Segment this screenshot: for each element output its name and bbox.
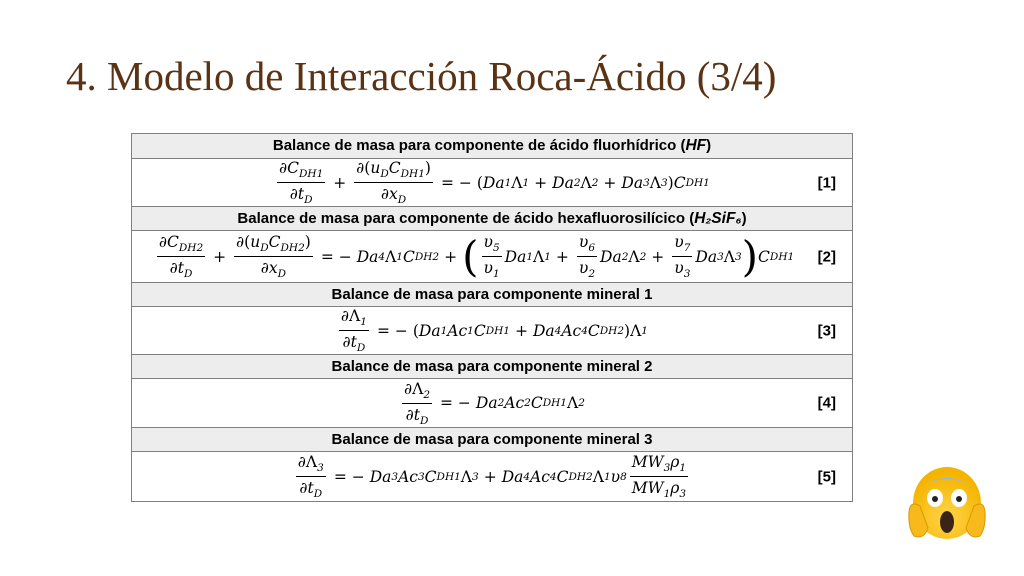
equation-row-5	[132, 452, 853, 502]
section-header-math: H₂SiF₆	[694, 209, 742, 227]
equation-number: [4]	[817, 394, 836, 412]
section-header-end: )	[706, 137, 712, 154]
section-header-text: Balance de masa para componente mineral 3	[331, 431, 653, 449]
equation-number: [3]	[817, 322, 836, 340]
equation-number: [5]	[817, 468, 836, 486]
equation-1: $\frac{\partial C_{DH1}}{\partial t_D}$ + $\frac{\partial(u_DC_{DH1})}{\partial x_D}$ = − ( Da 1 Λ 1 + Da 2 Λ 2 + Da 3 Λ 3 ) C DH1	[279, 159, 710, 207]
equation-3: $\frac{\partial\Lambda_1}{\partial t_D}$ = − ( Da 1 Ac 1 C DH1 + Da 4 Ac 4 C DH2 )Λ 1	[341, 307, 648, 355]
section-header-mineral-3	[132, 428, 853, 452]
section-header-text: Balance de masa para componente de ácido fluorhídrico (	[272, 137, 686, 154]
section-header-text: Balance de masa para componente de ácido hexafluorosilícico (	[237, 209, 695, 227]
section-header-math: HF	[685, 137, 707, 154]
equation-row-3	[132, 307, 853, 355]
section-header-mineral-2	[132, 355, 853, 379]
equation-4: $\frac{\partial\Lambda_2}{\partial t_D}$ = − Da 2 Ac 2 C DH1 Λ 2	[404, 379, 585, 427]
section-header-text: Balance de masa para componente mineral 2	[331, 358, 653, 376]
section-header-hf	[132, 134, 853, 159]
equation-2: $\frac{\partial C_{DH2}}{\partial t_D}$ + $\frac{\partial(u_DC_{DH2})}{\partial x_D}$ = − Da 4 Λ 1 C DH2 + ( $\frac{\upsilon_5}{\upsilon_1}$ Da 1 Λ 1 + $\frac{\upsilon_6}{\upsilon_2}$ Da 2 Λ 2 + $\frac{\upsilon_7}{\upsilon_3}$ Da 3 Λ 3 ) C DH1	[159, 231, 795, 281]
section-header-mineral-1	[132, 283, 853, 307]
equations-table	[131, 133, 853, 502]
equation-row-4	[132, 379, 853, 428]
equation-5: $\frac{\partial\Lambda_3}{\partial t_D}$ = − Da 3 Ac 3 C DH1 Λ 3 + Da 4 Ac 4 C DH2 Λ 1 υ 8 $\frac{MW_3\rho_1}{MW_1\rho_3}$	[297, 453, 687, 501]
equation-number: [1]	[817, 174, 836, 192]
section-header-end: )	[741, 209, 747, 227]
screaming-face-icon	[906, 462, 988, 544]
equation-number: [2]	[817, 248, 836, 266]
equation-row-1	[132, 159, 853, 207]
section-header-text: Balance de masa para componente mineral 1	[331, 286, 653, 304]
slide-title: 4. Modelo de Interacción Roca-Ácido (3/4)	[66, 53, 777, 99]
equation-row-2	[132, 231, 853, 283]
section-header-h2sif6	[132, 207, 853, 231]
